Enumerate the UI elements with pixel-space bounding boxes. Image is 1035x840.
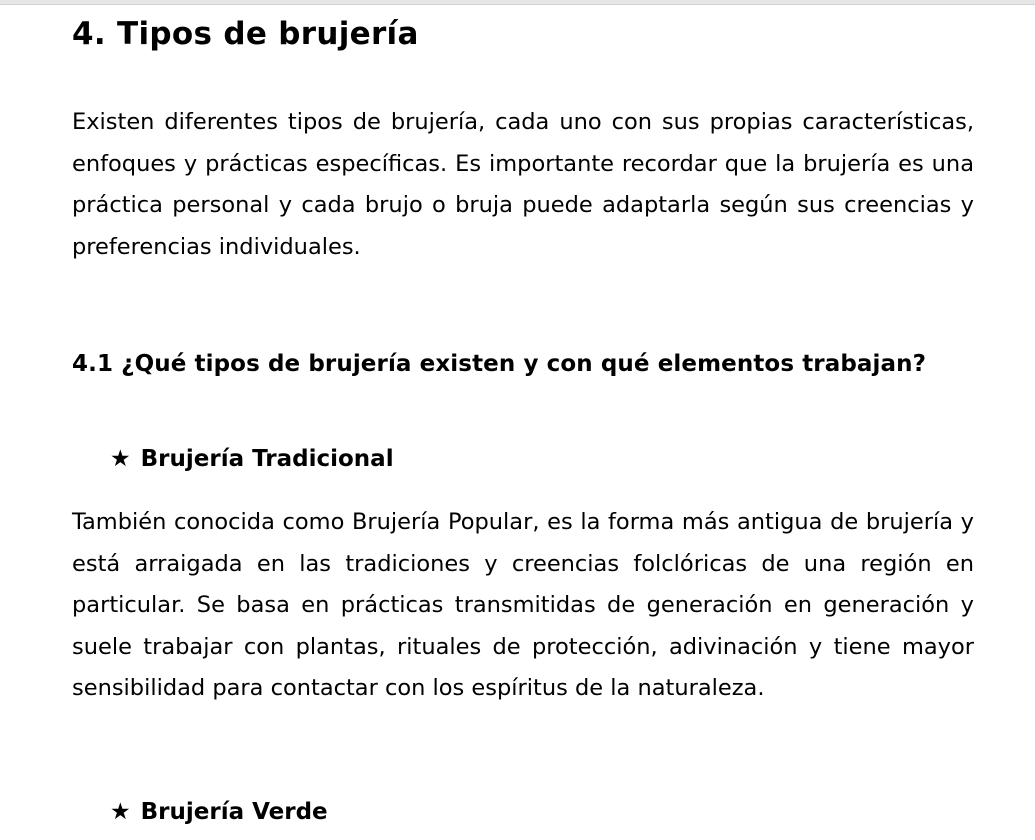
page-top-border: [0, 0, 1035, 5]
section-title: 4. Tipos de brujería: [72, 16, 419, 52]
list-item-body-paragraph: También conocida como Brujería Popular, es la forma más antigua de brujería y está arraigada en las tradiciones y creencias folclóricas de una región en particular. Se basa en prácticas transmitidas de generación en generación y suele trabajar con plantas, rituales de protección, adivinación y tiene mayor sensibilidad para contactar con los espíritus de la naturaleza.: [72, 509, 974, 702]
star-bullet-icon: ★: [110, 446, 131, 472]
star-bullet-icon: ★: [110, 799, 131, 825]
list-item-heading-green: [110, 799, 328, 825]
subsection-title: 4.1 ¿Qué tipos de brujería existen y con qué elementos trabajan?: [72, 351, 927, 377]
list-item-title: Brujería Verde: [140, 799, 328, 825]
list-item-title: Brujería Tradicional: [140, 446, 394, 472]
section-intro-paragraph: Existen diferentes tipos de brujería, cada uno con sus propias características, enfoques y prácticas específicas. Es importante recordar que la brujería es una práctica personal y cada brujo o bruja puede adaptarla según sus creencias y preferencias individuales.: [72, 109, 974, 260]
list-item-heading-traditional: [110, 446, 394, 472]
